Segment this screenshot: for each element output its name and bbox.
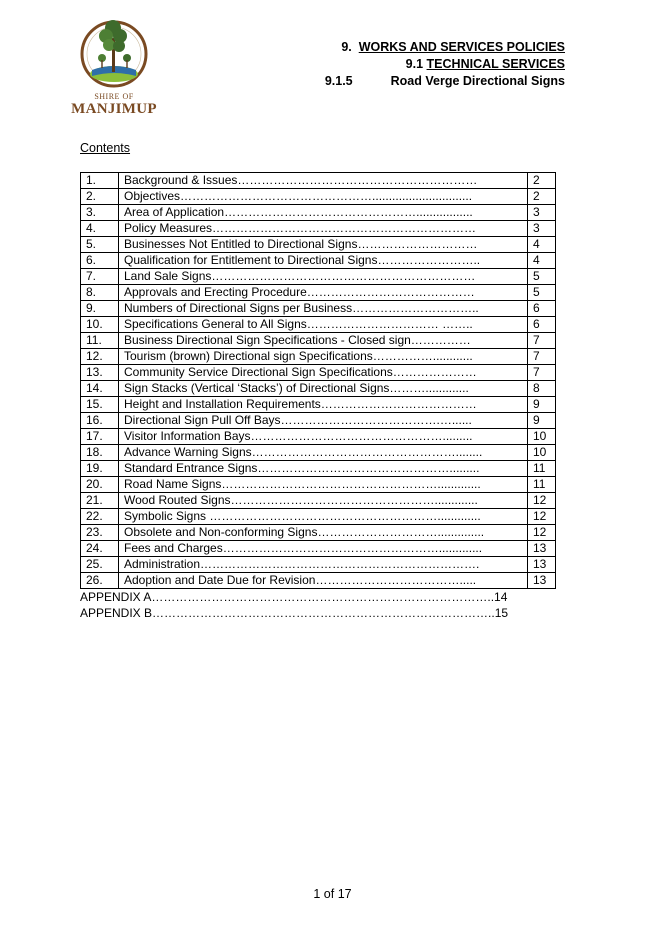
toc-item-number: 18. [81,445,119,461]
toc-item-title: Advance Warning Signs……………………………………………........ [119,445,528,461]
toc-item-title: Business Directional Sign Specifications - Closed sign…………… [119,333,528,349]
page-number: 1 of 17 [313,887,352,901]
table-row [81,461,556,477]
shire-emblem-icon [78,14,150,90]
toc-item-number: 4. [81,221,119,237]
toc-item-number: 25. [81,557,119,573]
table-row [81,349,556,365]
table-row [81,509,556,525]
toc-item-title: Directional Sign Pull Off Bays………………………………….…...... [119,413,528,429]
logo-text-manjimup: MANJIMUP [71,101,157,117]
toc-item-number: 8. [81,285,119,301]
toc-item-number: 7. [81,269,119,285]
table-row [81,173,556,189]
toc-item-number: 10. [81,317,119,333]
toc-item-number: 1. [81,173,119,189]
toc-item-title: Administration……………………………………………………………. [119,557,528,573]
toc-item-page: 9 [528,413,556,429]
toc-item-number: 26. [81,573,119,589]
table-row [81,221,556,237]
toc-item-number: 21. [81,493,119,509]
table-row [81,445,556,461]
toc-item-page: 2 [528,173,556,189]
toc-item-page: 10 [528,445,556,461]
toc-item-number: 15. [81,397,119,413]
toc-item-number: 14. [81,381,119,397]
toc-item-number: 24. [81,541,119,557]
toc-item-title: Background & Issues…………………………………………………… [119,173,528,189]
toc-item-number: 12. [81,349,119,365]
heading-level-1 [325,39,565,56]
toc-item-page: 12 [528,493,556,509]
toc-item-title: Specifications General to All Signs…………………………… …….. [119,317,528,333]
toc-item-page: 13 [528,541,556,557]
toc-item-number: 3. [81,205,119,221]
heading-1-text: WORKS AND SERVICES POLICIES [358,40,565,54]
toc-item-number: 19. [81,461,119,477]
table-row [81,525,556,541]
toc-item-number: 2. [81,189,119,205]
heading-2-text: TECHNICAL SERVICES [426,57,565,71]
policy-heading [325,39,565,90]
toc-item-page: 12 [528,525,556,541]
toc-item-title: Wood Routed Signs……………………………………………............. [119,493,528,509]
table-row [81,397,556,413]
heading-level-3 [325,73,565,90]
table-row [81,381,556,397]
toc-item-title: Land Sale Signs………………………………………………………… [119,269,528,285]
appendix-entry: APPENDIX B…………………………………………………………………………..15 [80,606,509,620]
toc-item-number: 9. [81,301,119,317]
toc-item-page: 4 [528,253,556,269]
toc-item-page: 7 [528,333,556,349]
toc-item-title: Numbers of Directional Signs per Business………………………….. [119,301,528,317]
toc-item-page: 5 [528,269,556,285]
heading-1-number: 9. [341,40,352,54]
table-row [81,493,556,509]
toc-item-title: Tourism (brown) Directional sign Specifications……………............ [119,349,528,365]
table-row [81,189,556,205]
toc-item-title: Fees and Charges………………………………………………............. [119,541,528,557]
table-row [81,301,556,317]
heading-3-text: Road Verge Directional Signs [390,74,565,88]
toc-item-page: 12 [528,509,556,525]
table-row [81,477,556,493]
toc-item-page: 6 [528,301,556,317]
toc-item-title: Qualification for Entitlement to Directional Signs…………………….. [119,253,528,269]
toc-item-title: Obsolete and Non-conforming Signs………………………….............. [119,525,528,541]
toc-item-number: 16. [81,413,119,429]
toc-item-title: Visitor Information Bays…………………………………………......... [119,429,528,445]
toc-item-page: 10 [528,429,556,445]
toc-item-page: 4 [528,237,556,253]
toc-item-title: Adoption and Date Due for Revision………………………………..... [119,573,528,589]
toc-item-page: 11 [528,461,556,477]
toc-item-title: Area of Application…………………………………………................. [119,205,528,221]
heading-3-number: 9.1.5 [324,74,353,88]
shire-logo [72,14,156,118]
table-row [81,429,556,445]
table-row [81,557,556,573]
toc-item-page: 9 [528,397,556,413]
contents-table [80,172,556,589]
toc-item-title: Height and Installation Requirements………………………………… [119,397,528,413]
toc-item-page: 13 [528,573,556,589]
toc-item-page: 11 [528,477,556,493]
toc-item-page: 3 [528,221,556,237]
appendix-entry: APPENDIX A…………………………………………………………………………..14 [80,590,508,604]
heading-level-2 [325,56,565,73]
toc-item-title: Approvals and Erecting Procedure…………………………………… [119,285,528,301]
toc-item-page: 13 [528,557,556,573]
toc-item-number: 22. [81,509,119,525]
toc-item-page: 5 [528,285,556,301]
toc-item-page: 7 [528,349,556,365]
logo-text-shire-of: SHIRE OF [94,92,134,101]
table-row [81,573,556,589]
toc-item-number: 5. [81,237,119,253]
toc-item-page: 3 [528,205,556,221]
toc-item-title: Objectives………………………………………….............................. [119,189,528,205]
table-row [81,285,556,301]
table-row [81,269,556,285]
table-row [81,413,556,429]
table-row [81,541,556,557]
toc-item-title: Sign Stacks (Vertical ‘Stacks’) of Directional Signs………............. [119,381,528,397]
toc-item-number: 17. [81,429,119,445]
toc-item-title: Businesses Not Entitled to Directional Signs………………………… [119,237,528,253]
toc-item-title: Policy Measures………………………………………………………… [119,221,528,237]
table-row [81,317,556,333]
table-row [81,365,556,381]
toc-item-title: Standard Entrance Signs…………………………………………......... [119,461,528,477]
toc-item-number: 11. [81,333,119,349]
table-row [81,333,556,349]
heading-2-number: 9.1 [405,57,424,71]
toc-item-number: 23. [81,525,119,541]
toc-item-page: 2 [528,189,556,205]
toc-item-page: 6 [528,317,556,333]
toc-item-page: 7 [528,365,556,381]
toc-item-number: 6. [81,253,119,269]
toc-item-title: Community Service Directional Sign Specifications………………… [119,365,528,381]
table-row [81,205,556,221]
table-row [81,237,556,253]
contents-title: Contents [80,141,131,155]
toc-item-title: Symbolic Signs …………………………………………………............. [119,509,528,525]
toc-item-title: Road Name Signs………………………………………………............. [119,477,528,493]
toc-item-number: 13. [81,365,119,381]
toc-item-number: 20. [81,477,119,493]
table-row [81,253,556,269]
toc-item-page: 8 [528,381,556,397]
